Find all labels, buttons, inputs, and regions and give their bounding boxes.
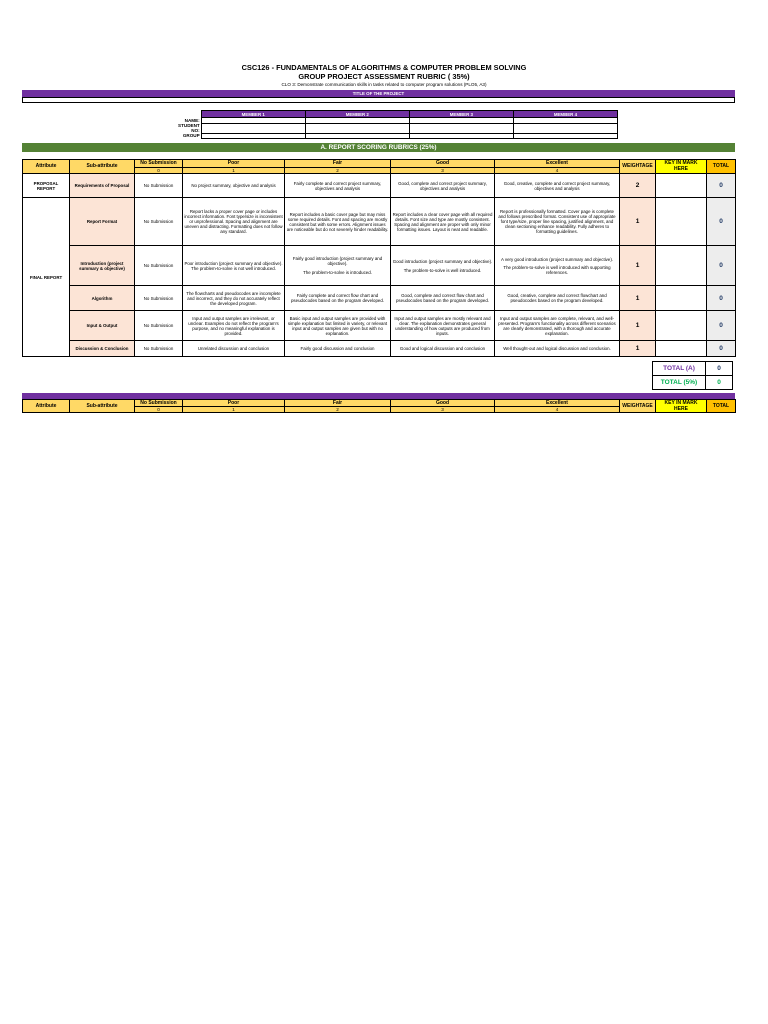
member-2-header: MEMBER 2 (305, 111, 409, 118)
excellent-text: A very good introduction (project summary and objective). (500, 256, 613, 262)
weightage-cell: 1 (620, 198, 656, 246)
total-a-value: 0 (706, 362, 733, 376)
poor-header: Poor (183, 400, 285, 407)
final-attribute: FINAL REPORT (23, 198, 70, 357)
good-cell: Good, complete and correct flow chart and pseudocodes based on the program developed. (391, 286, 495, 311)
total-cell: 0 (707, 246, 736, 286)
no-submission-header: No Submission (135, 160, 183, 168)
total-cell: 0 (707, 198, 736, 246)
clo-statement: CLO 3: Demonstrate communication skills in tasks related to computer program solutions (PLO5, A3) (281, 82, 487, 87)
member-3-header: MEMBER 3 (409, 111, 513, 118)
key-in-mark-cell[interactable] (656, 341, 707, 357)
poor-cell: Input and output samples are irrelevant, or unclear. Examples do not reflect the program's purpose, and no meaningful explanation is provided. (183, 311, 285, 341)
score-2: 2 (285, 407, 391, 413)
attribute-header: Attribute (23, 400, 70, 413)
fair-cell: Basic input and output samples are provided with simple explanation but limited in variety, or relevant input and output samples are given but with no explanation. (285, 311, 391, 341)
key-in-mark-cell[interactable] (656, 246, 707, 286)
key-in-mark-cell[interactable] (656, 174, 707, 198)
good-cell: Good, complete and correct project summary, objectives and analysis (391, 174, 495, 198)
fair-header: Fair (285, 400, 391, 407)
key-in-mark-cell[interactable] (656, 286, 707, 311)
student-no-label: STUDENT NO: (178, 123, 200, 133)
no-submission-cell: No Submission (135, 174, 183, 198)
second-rubric-header (22, 399, 736, 413)
total-cell: 0 (707, 341, 736, 357)
report-rubric-table (22, 159, 736, 357)
excellent-text-2: The problem-to-solve is well introduced with supporting references. (503, 264, 611, 275)
table-row (23, 174, 736, 198)
excellent-cell: Input and output samples are complete, relevant, and well-presented. Program's functionality across different scenarios are clearly demonstrated, with a thorough and accurate explanation. (495, 311, 620, 341)
sub-attribute-header: Sub-attribute (70, 160, 135, 174)
fair-cell: Report includes a basic cover page but may miss some required details. Font and spacing are mostly consistent but with some errors. Alignment issues are noticeable but do not severely hinder readability. (285, 198, 391, 246)
sub-attribute: Input & Output (70, 311, 135, 341)
score-1: 1 (183, 168, 285, 174)
key-in-mark-cell[interactable] (656, 198, 707, 246)
sub-attribute: Requirements of Proposal (70, 174, 135, 198)
weightage-header: WEIGHTAGE (620, 160, 656, 174)
attribute-header: Attribute (23, 160, 70, 174)
total-5-value: 0 (706, 376, 733, 390)
poor-header: Poor (183, 160, 285, 168)
poor-cell: No project summary, objective and analysis (183, 174, 285, 198)
key-in-header: KEY IN MARK HERE (656, 400, 707, 413)
total-5-label: TOTAL (5%) (653, 376, 706, 390)
member-1-student-no-cell[interactable] (201, 123, 305, 133)
total-cell: 0 (707, 286, 736, 311)
total-header: TOTAL (707, 400, 736, 413)
weightage-cell: 2 (620, 174, 656, 198)
good-text: Good introduction (project summary and objective). (392, 258, 493, 264)
good-header: Good (391, 160, 495, 168)
no-submission-cell: No Submission (135, 246, 183, 286)
poor-text-2: The problem-to-solve is not well introduced. (191, 265, 276, 271)
score-4: 4 (495, 407, 620, 413)
fair-cell (285, 246, 391, 286)
excellent-cell: Well thought-out and logical discussion and conclusion. (495, 341, 620, 357)
course-title: CSC126 - FUNDAMENTALS OF ALGORITHMS & COMPUTER PROBLEM SOLVING (241, 63, 527, 72)
name-label: NAME: (184, 117, 200, 123)
score-1: 1 (183, 407, 285, 413)
score-0: 0 (135, 407, 183, 413)
weightage-header: WEIGHTAGE (620, 400, 656, 413)
key-in-mark-cell[interactable] (656, 311, 707, 341)
poor-cell: Unrelated discussion and conclusion (183, 341, 285, 357)
excellent-header: Excellent (495, 160, 620, 168)
fair-cell: Fairly good discussion and conclusion (285, 341, 391, 357)
excellent-cell: Good, creative, complete and correct flowchart and pseudocodes based on the program developed. (495, 286, 620, 311)
sub-attribute: Discussion & Conclusion (70, 341, 135, 357)
fair-text-2: The problem-to-solve is introduced. (303, 270, 372, 276)
no-submission-cell: No Submission (135, 286, 183, 311)
poor-cell: Report lacks a proper cover page or includes incorrect information. Font type/size is inconsistent or unprofessional. Spacing and alignment are uneven and distracting. Formatting does not follow any standard. (183, 198, 285, 246)
good-text-2: The problem-to-solve is well introduced. (403, 267, 482, 273)
member-3-group-cell[interactable] (409, 133, 513, 139)
good-cell: Report includes a clear cover page with all required details. Font size and type are mostly consistent. Spacing and alignment are proper with only minor formatting issues. Layout is neat and readable. (391, 198, 495, 246)
fair-text: Fairly good introduction (project summary and objective). (292, 256, 383, 267)
member-3-student-no-cell[interactable] (409, 123, 513, 133)
weightage-cell: 1 (620, 246, 656, 286)
member-4-group-cell[interactable] (513, 133, 617, 139)
sub-attribute-header: Sub-attribute (70, 400, 135, 413)
poor-cell: The flowcharts and pseudocodes are incomplete and incorrect, and they do not accurately reflect the developed program. (183, 286, 285, 311)
member-4-header: MEMBER 4 (513, 111, 617, 118)
totals-table (652, 361, 733, 390)
sub-attribute: Algorithm (70, 286, 135, 311)
good-cell: Input and output samples are mostly relevant and clear. The explanation demonstrates general understanding of how outputs are produced from inputs. (391, 311, 495, 341)
member-2-group-cell[interactable] (305, 133, 409, 139)
score-3: 3 (391, 407, 495, 413)
excellent-cell (495, 246, 620, 286)
score-0: 0 (135, 168, 183, 174)
table-row (23, 311, 736, 341)
fair-cell: Fairly complete and correct flow chart and pseudocodes based on the program developed. (285, 286, 391, 311)
weightage-cell: 1 (620, 286, 656, 311)
fair-cell: Fairly complete and correct project summary, objectives and analysis (285, 174, 391, 198)
poor-cell (183, 246, 285, 286)
proposal-attribute: PROPOSAL REPORT (23, 174, 70, 198)
member-1-group-cell[interactable] (201, 133, 305, 139)
table-row (23, 246, 736, 286)
total-a-label: TOTAL (A) (653, 362, 706, 376)
no-submission-cell: No Submission (135, 311, 183, 341)
members-table (178, 110, 618, 139)
project-title-field[interactable] (22, 97, 735, 103)
section-a-title: A. REPORT SCORING RUBRICS (25%) (22, 143, 735, 152)
rubric-title: GROUP PROJECT ASSESSMENT RUBRIC ( 35%) (298, 72, 470, 81)
sub-attribute: Report Format (70, 198, 135, 246)
good-cell: Good and logical discussion and conclusion (391, 341, 495, 357)
sub-attribute: Introduction (project summary & objective) (70, 246, 135, 286)
table-row (23, 198, 736, 246)
excellent-header: Excellent (495, 400, 620, 407)
excellent-cell: Report is professionally formatted. Cover page is complete and follows prescribed format. Consistent use of appropriate font type/size, proper line spacing, justified alignment, and clean sectioning enhance readability. Fully adheres to formatting guidelines. (495, 198, 620, 246)
poor-text: Poor introduction (project summary and objective). (184, 260, 283, 266)
key-in-header: KEY IN MARK HERE (656, 160, 707, 174)
no-submission-cell: No Submission (135, 341, 183, 357)
fair-header: Fair (285, 160, 391, 168)
table-row (23, 286, 736, 311)
weightage-cell: 1 (620, 311, 656, 341)
score-4: 4 (495, 168, 620, 174)
table-row (23, 341, 736, 357)
group-label: GROUP (182, 133, 200, 139)
no-submission-cell: No Submission (135, 198, 183, 246)
good-header: Good (391, 400, 495, 407)
weightage-cell: 1 (620, 341, 656, 357)
excellent-cell: Good, creative, complete and correct project summary, objectives and analysis (495, 174, 620, 198)
good-cell (391, 246, 495, 286)
score-2: 2 (285, 168, 391, 174)
score-3: 3 (391, 168, 495, 174)
total-cell: 0 (707, 174, 736, 198)
member-1-header: MEMBER 1 (201, 111, 305, 118)
no-submission-header: No Submission (135, 400, 183, 407)
project-title-label: TITLE OF THE PROJECT (22, 90, 735, 97)
member-4-student-no-cell[interactable] (513, 123, 617, 133)
member-2-student-no-cell[interactable] (305, 123, 409, 133)
total-header: TOTAL (707, 160, 736, 174)
total-cell: 0 (707, 311, 736, 341)
